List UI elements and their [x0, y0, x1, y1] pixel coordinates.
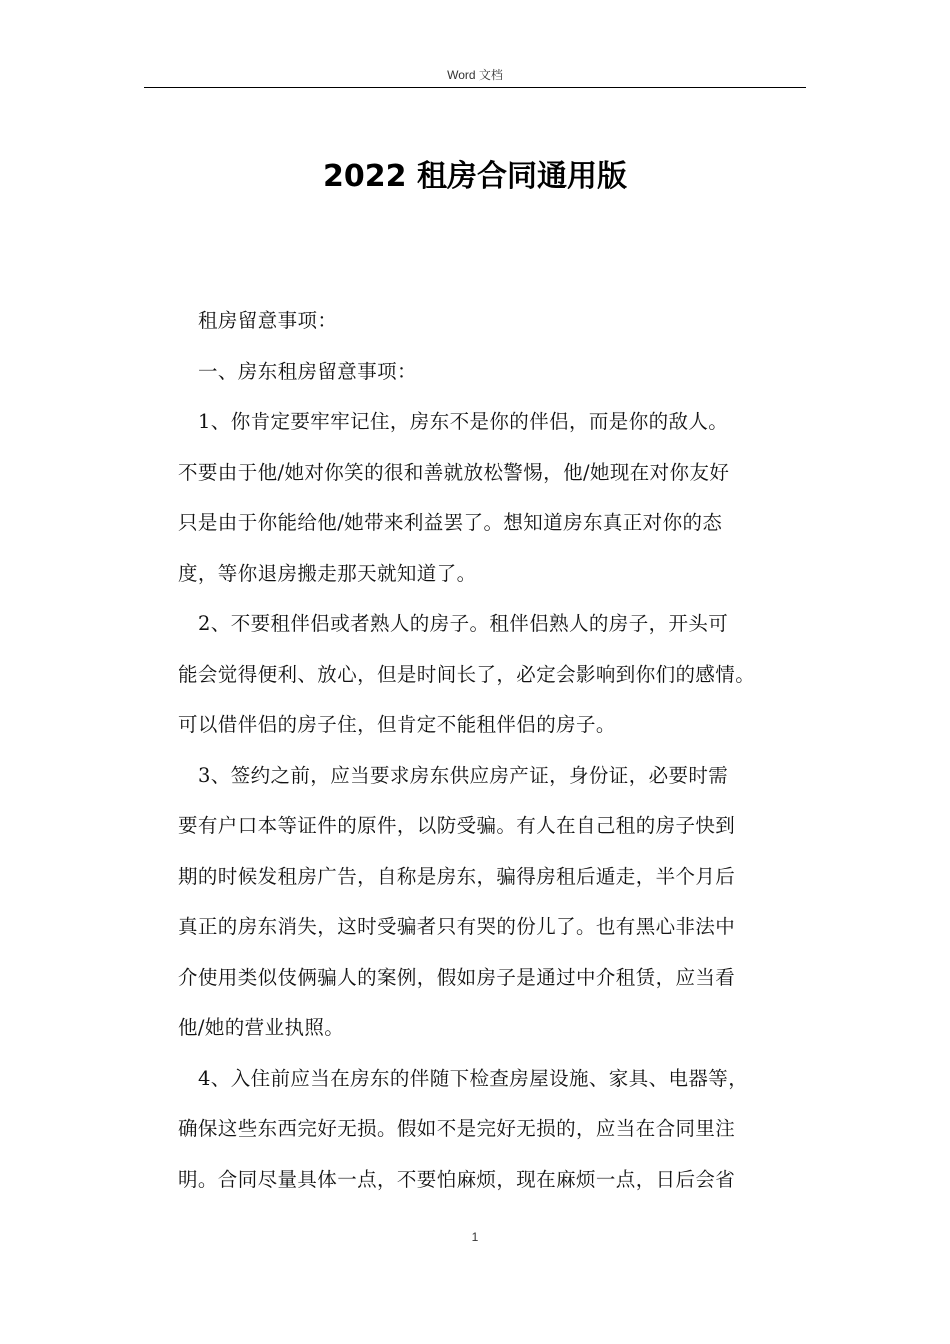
paragraph-line: 度，等你退房搬走那天就知道了。: [178, 561, 477, 585]
paragraph-line: 真正的房东消失，这时受骗者只有哭的份儿了。也有黑心非法中: [178, 915, 736, 938]
paragraph-line: 1、你肯定要牢牢记住，房东不是你的伴侣，而是你的敌人。: [198, 410, 729, 433]
page-header-label: Word 文档: [447, 68, 503, 82]
paragraph-line: 他/她的营业执照。: [178, 1016, 345, 1039]
paragraph-line: 3、签约之前，应当要求房东供应房产证，身份证，必要时需: [198, 763, 729, 787]
paragraph-line: 确保这些东西完好无损。假如不是完好无损的，应当在合同里注: [178, 1117, 736, 1140]
paragraph-line: 4、入住前应当在房东的伴随下检查房屋设施、家具、电器等，: [198, 1066, 749, 1090]
paragraph-line: 介使用类似伎俩骗人的案例，假如房子是通过中介租赁，应当看: [178, 965, 736, 989]
paragraph-line: 明。合同尽量具体一点，不要怕麻烦，现在麻烦一点，日后会省: [178, 1167, 736, 1191]
paragraph-line: 租房留意事项：: [198, 309, 338, 332]
page-number: 1: [471, 1230, 479, 1244]
header-divider: [144, 87, 806, 88]
paragraph-line: 一、房东租房留意事项：: [198, 359, 417, 383]
paragraph-line: 能会觉得便利、放心，但是时间长了，必定会影响到你们的感情。: [178, 662, 756, 686]
paragraph-line: 期的时候发租房广告，自称是房东，骗得房租后遁走，半个月后: [178, 864, 736, 888]
paragraph-line: 2、不要租伴侣或者熟人的房子。租伴侣熟人的房子，开头可: [198, 612, 729, 635]
paragraph-line: 可以借伴侣的房子住，但肯定不能租伴侣的房子。: [178, 713, 616, 736]
paragraph-line: 不要由于他/她对你笑的很和善就放松警惕，他/她现在对你友好: [178, 460, 730, 484]
paragraph-line: 只是由于你能给他/她带来利益罢了。想知道房东真正对你的态: [178, 511, 723, 534]
document-title: 2022 租房合同通用版: [323, 159, 627, 194]
paragraph-line: 要有户口本等证件的原件，以防受骗。有人在自己租的房子快到: [178, 814, 736, 837]
document-body: [178, 296, 818, 1205]
